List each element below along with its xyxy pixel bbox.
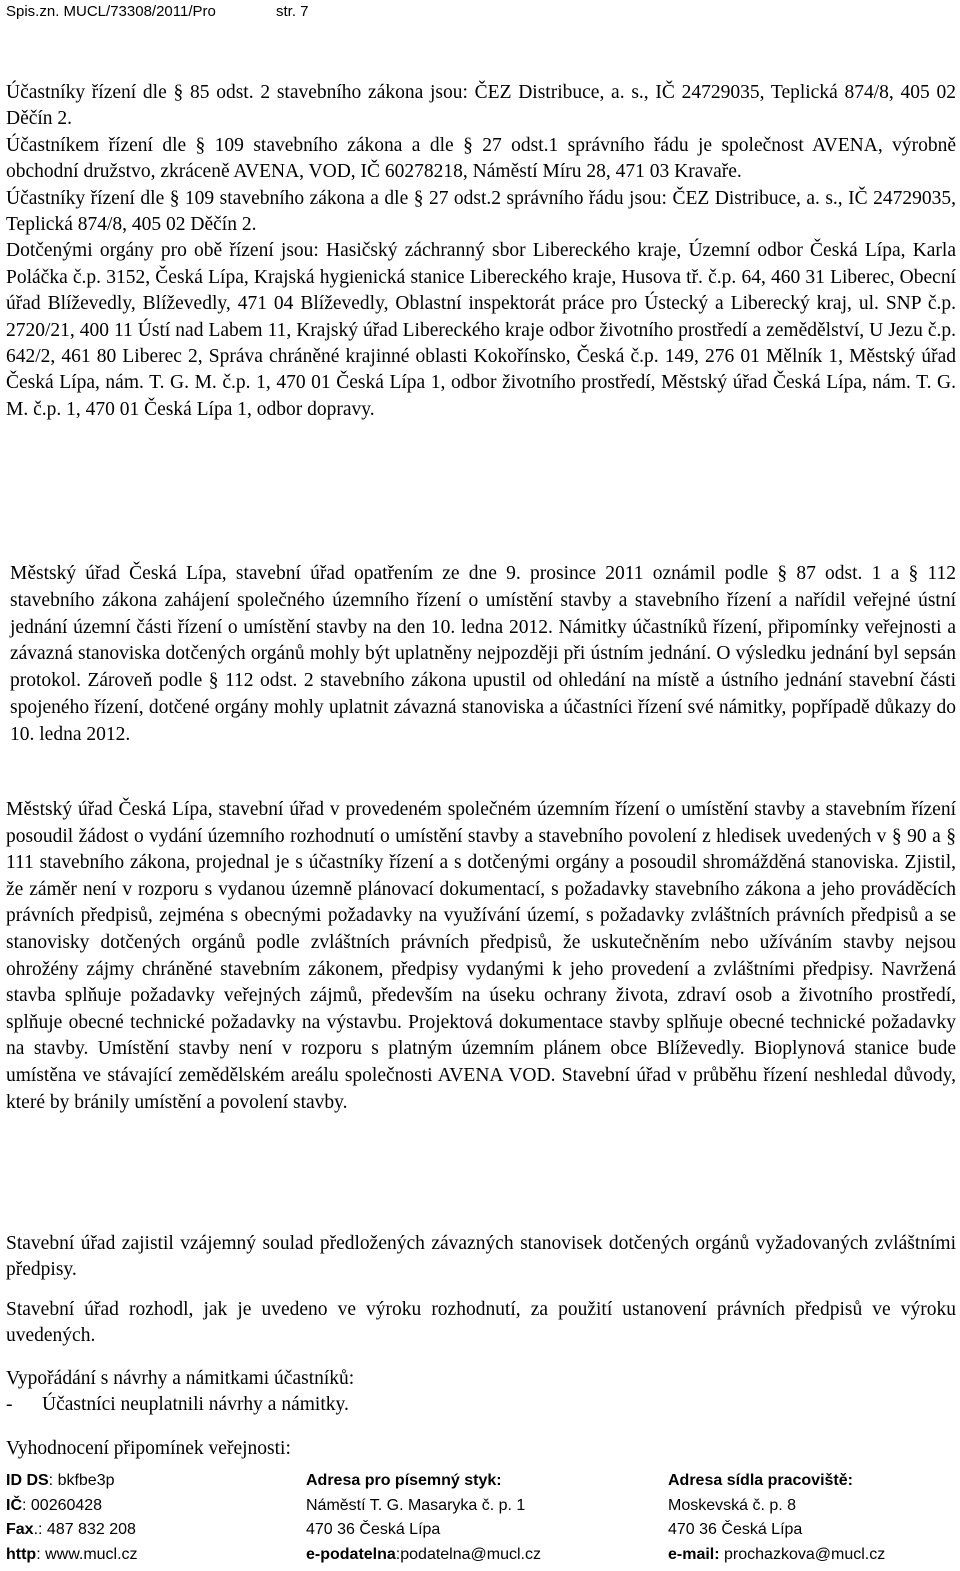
- footer-email[interactable]: e-mail: prochazkova@mucl.cz: [668, 1545, 886, 1563]
- assessment-section: [6, 797, 956, 1116]
- list-dash: -: [6, 1394, 13, 1416]
- harmony-section: [6, 1231, 956, 1284]
- list-item-text: Účastníci neuplatnili návrhy a námitky.: [42, 1394, 349, 1416]
- paragraph: Městský úřad Česká Lípa, stavební úřad opatřením ze dne 9. prosince 2011 oznámil podle § 87 odst. 1 a § 112 stavebního zákona zahájení společného územního řízení o umístění stavby a stavebního řízení a nařídil veřejné ústní jednání územní části řízení o umístění stavby na den 10. ledna 2012. Námitky účastníků řízení, připomínky veřejnosti a závazná stanoviska dotčených orgánů mohly být uplatněny nejpozději při ústním jednání. O výsledku jednání byl sepsán protokol. Zároveň podle § 112 odst. 2 stavebního zákona upustil od ohledání na místě a ústního jednání stavební části spojeného řízení, dotčené orgány mohly uplatnit závazná stanoviska a účastníci řízení své námitky, popřípadě důkazy do 10. ledna 2012.: [10, 563, 956, 745]
- footer-office-line: Moskevská č. p. 8: [668, 1496, 797, 1514]
- footer-epodatelna[interactable]: e-podatelna:podatelna@mucl.cz: [306, 1545, 541, 1563]
- paragraph: Účastníky řízení dle § 85 odst. 2 stavebního zákona jsou: ČEZ Distribuce, a. s., IČ 24729035, Teplická 874/8, 405 02 Děčín 2.: [6, 82, 956, 130]
- footer-office-address: [668, 1469, 885, 1567]
- footer-postal-line: Náměstí T. G. Masaryka č. p. 1: [306, 1496, 526, 1514]
- footer-office-line: 470 36 Česká Lípa: [668, 1521, 803, 1538]
- paragraph: Účastníkem řízení dle § 109 stavebního zákona a dle § 27 odst.1 správního řádu je společnost AVENA, výrobně obchodní družstvo, zkráceně AVENA, VOD, IČ 60278218, Náměstí Míru 28, 471 03 Kravaře.: [6, 134, 956, 183]
- footer-postal-title: Adresa pro písemný styk:: [306, 1472, 502, 1489]
- page-header: [6, 3, 309, 20]
- section-title: Vypořádání s návrhy a námitkami účastníků:: [6, 1368, 355, 1389]
- footer-postal-line: 470 36 Česká Lípa: [306, 1521, 441, 1538]
- file-reference: Spis.zn. MUCL/73308/2011/Pro: [6, 3, 216, 20]
- footer-postal-address: [306, 1469, 541, 1567]
- footer-http[interactable]: http: www.mucl.cz: [6, 1545, 138, 1563]
- paragraph: Stavební úřad rozhodl, jak je uvedeno ve výroku rozhodnutí, za použití ustanovení právních předpisů ve výroku uvedených.: [6, 1299, 956, 1347]
- footer-fax: Fax.: 487 832 208: [6, 1521, 136, 1538]
- paragraph: Účastníky řízení dle § 109 stavebního zákona a dle § 27 odst.2 správního řádu jsou: ČEZ Distribuce, a. s., IČ 24729035, Teplická 874/8, 405 02 Děčín 2.: [6, 187, 956, 236]
- decision-section: [6, 1297, 956, 1350]
- paragraph: Dotčenými orgány pro obě řízení jsou: Hasičský záchranný sbor Libereckého kraje, Územní odbor Česká Lípa, Karla Poláčka č.p. 3152, Česká Lípa, Krajská hygienická stanice Libereckého kraje, Husova tř. č.p. 64, 460 31 Liberec, Obecní úřad Blíževedly, Blíževedly, 471 04 Blíževedly, Oblastní inspektorát práce pro Ústecký a Liberecký kraj, ul. SNP č.p. 2720/21, 400 11 Ústí nad Labem 11, Krajský úřad Libereckého kraje odbor životního prostředí a zemědělství, U Jezu č.p. 642/2, 461 80 Liberec 2, Správa chráněné krajinné oblasti Kokořínsko, Česká č.p. 149, 276 01 Mělník 1, Městský úřad Česká Lípa, nám. T. G. M. č.p. 1, 470 01 Česká Lípa 1, odbor životního prostředí, Městský úřad Česká Lípa, nám. T. G. M. č.p. 1, 470 01 Česká Lípa 1, odbor dopravy.: [6, 240, 956, 420]
- paragraph: Stavební úřad zajistil vzájemný soulad předložených závazných stanovisek dotčených orgánů vyžadovaných zvláštními předpisy.: [6, 1233, 956, 1281]
- footer-ids: [6, 1469, 138, 1567]
- footer-ico: IČ: 00260428: [6, 1496, 103, 1514]
- footer-id-ds: ID DS: bkfbe3p: [6, 1472, 115, 1489]
- list-item: [6, 1392, 956, 1418]
- participants-section: [6, 80, 956, 423]
- public-comments-section: [6, 1436, 956, 1462]
- section-title: Vyhodnocení připomínek veřejnosti:: [6, 1438, 291, 1459]
- paragraph: Městský úřad Česká Lípa, stavební úřad v provedeném společném územním řízení o umístění stavby a stavebním řízení posoudil žádost o vydání územního rozhodnutí o umístění stavby a stavebního povolení z hledisek uvedených v § 90 a § 111 stavebního zákona, projednal je s účastníky řízení a s dotčenými orgány a posoudil shromážděná stanoviska. Zjistil, že záměr není v rozporu s vydanou územně plánovací dokumentací, s požadavky stavebního zákona a jeho prováděcích právních předpisů, zejména s obecnými požadavky na využívání území, s požadavky zvláštních právních předpisů a se stanovisky dotčených orgánů podle zvláštních právních předpisů, že uskutečněním nebo užíváním stavby nejsou ohrožény zájmy chráněné stavebním zákonem, předpisy vydanými k jeho provedení a zvláštními předpisy. Navržená stavba splňuje požadavky veřejných zájmů, především na úseku ochrany života, zdraví osob a životního prostředí, splňuje obecné technické požadavky na výstavbu. Projektová dokumentace stavby splňuje obecné technické požadavky na stavby. Umístění stavby není v rozporu s platným územním plánem obce Blíževedly. Bioplynová stanice bude umístěna ve stávající zemědělském areálu společnosti AVENA VOD. Stavební úřad v průběhu řízení neshledal důvody, které by bránily umístění a povolení stavby.: [6, 799, 956, 1113]
- page-number: str. 7: [276, 3, 309, 20]
- footer-office-title: Adresa sídla pracoviště:: [668, 1472, 853, 1489]
- proceedings-notice-section: [10, 561, 956, 749]
- objections-section: [6, 1366, 956, 1419]
